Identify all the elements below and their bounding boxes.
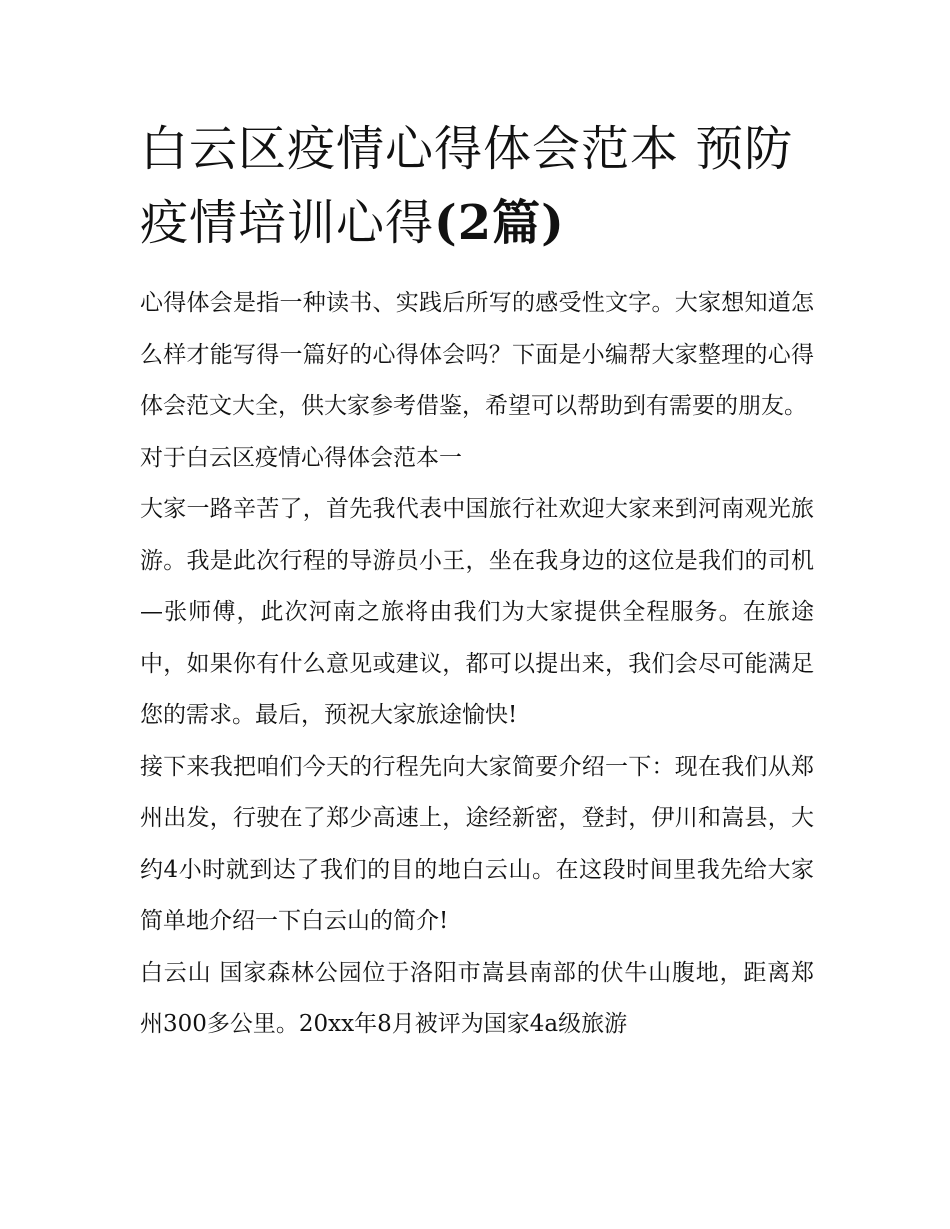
section-heading: 对于白云区疫情心得体会范本一 — [140, 444, 462, 471]
document-title-text: 白云区疫情心得体会范本 预防疫情培训心得 — [140, 121, 794, 251]
document-page — [140, 112, 814, 1051]
intro-paragraph: 心得体会是指一种读书、实践后所写的感受性文字。大家想知道怎么样才能写得一篇好的心得体会吗？下面是小编帮大家整理的心得体会范文大全，供大家参考借鉴，希望可以帮助到有需要的朋友。 — [140, 290, 814, 419]
document-title-count: (2篇) — [434, 195, 565, 251]
body-paragraph: 白云山 国家森林公园位于洛阳市嵩县南部的伏牛山腹地，距离郑州300多公里。20xx年8月被评为国家4a级旅游 — [140, 959, 814, 1037]
document-title — [140, 112, 814, 260]
body-paragraph: 接下来我把咱们今天的行程先向大家简要介绍一下：现在我们从郑州出发，行驶在了郑少高速上，途经新密，登封，伊川和嵩县，大约4小时就到达了我们的目的地白云山。在这段时间里我先给大家简单地介绍一下白云山的简介! — [140, 753, 814, 934]
body-paragraph: 大家一路辛苦了，首先我代表中国旅行社欢迎大家来到河南观光旅游。我是此次行程的导游员小王，坐在我身边的这位是我们的司机—张师傅，此次河南之旅将由我们为大家提供全程服务。在旅途中，如果你有什么意见或建议，都可以提出来，我们会尽可能满足您的需求。最后，预祝大家旅途愉快! — [140, 496, 814, 728]
